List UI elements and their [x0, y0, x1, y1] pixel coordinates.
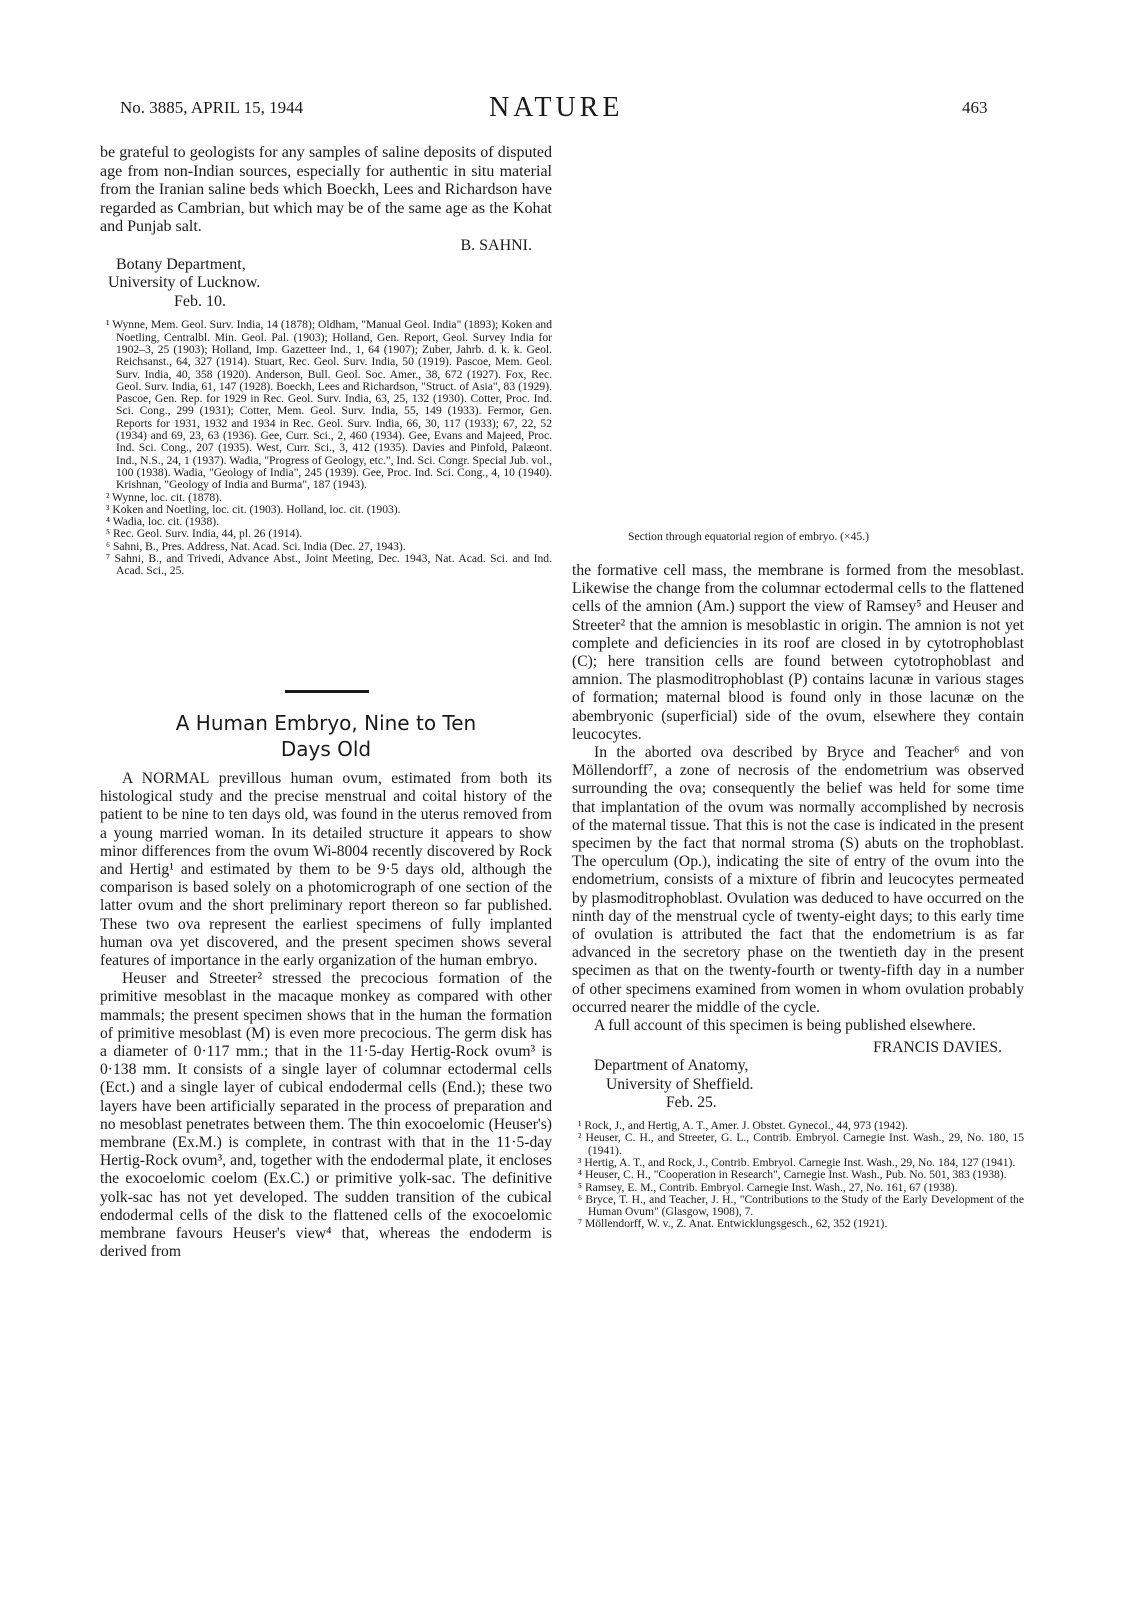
article-paragraph: previllous human ovum, estimated from both its histological study and the precise menstrual and coital history of the patient to be nine to ten days old, was found in the uterus removed from a young married woman. In its detailed structure it appears to show minor differences from the ovum Wi-8004 recently discovered by Rock and Hertig¹ and estimated by them to be 9·5 days old, although the comparison is based solely on a photomicrograph of one section of the latter ovum and the short preliminary report thereon so far published. These two ova represent the earliest specimens of fully implanted human ova yet discovered, and the present specimen shows several features of importance in the early organization of the human embryo.	[100, 770, 552, 970]
footnote: ⁶ Sahni, B., Pres. Address, Nat. Acad. Sci. India (Dec. 27, 1943).	[106, 539, 406, 553]
continuation-paragraph: be grateful to geologists for any samples of saline deposits of disputed age from non-Indian sources, especially for authentic in situ material from the Iranian saline beds which Boeckh, Lees and Richardson have regarded as Cambrian, but which may be of the same age as the Kohat and Punjab salt.	[100, 144, 552, 236]
author-signature: FRANCIS DAVIES.	[873, 1039, 1002, 1057]
lead-word: A NORMAL	[122, 770, 210, 787]
letter-date: Feb. 10.	[174, 292, 226, 310]
author-address-line1: Department of Anatomy,	[594, 1057, 749, 1075]
footnote: ⁶ Bryce, T. H., and Teacher, J. H., "Contributions to the Study of the Early Development of the Human Ovum" (Glasgow, 1908), 7.	[578, 1192, 1024, 1219]
issue-info: No. 3885, APRIL 15, 1944	[120, 98, 304, 117]
article-paragraph: A full account of this specimen is being published elsewhere.	[594, 1017, 976, 1035]
section-divider	[285, 690, 369, 693]
footnote: ¹ Rock, J., and Hertig, A. T., Amer. J. Obstet. Gynecol., 44, 973 (1942).	[578, 1119, 908, 1133]
footnote: ⁴ Wadia, loc. cit. (1938).	[106, 515, 220, 529]
article-title-line2: Days Old	[280, 737, 372, 761]
footnote: ³ Hertig, A. T., and Rock, J., Contrib. Embryol. Carnegie Inst. Wash., 29, No. 184, 127 (1941).	[578, 1155, 1016, 1169]
letter-date: Feb. 25.	[666, 1093, 717, 1111]
article-paragraph: the formative cell mass, the membrane is formed from the mesoblast. Likewise the change from the columnar ectodermal cells to the flattened cells of the amnion (Am.) support the view of Ramsey⁵ and Heuser and Streeter² that the amnion is mesoblastic in origin. The amnion is not yet complete and deficiencies in its roof are closed in by cytotrophoblast (C); here transition cells are found between cytotrophoblast and amnion. The plasmoditrophoblast (P) contains lacunæ in various stages of formation; maternal blood is found only in those lacunæ on the abembryonic (superficial) side of the ovum, elsewhere they contain leucocytes.	[572, 562, 1024, 743]
footnote: ⁵ Ramsey, E. M., Contrib. Embryol. Carnegie Inst. Wash., 27, No. 161, 67 (1938).	[578, 1180, 958, 1194]
footnote: ¹ Wynne, Mem. Geol. Surv. India, 14 (1878); Oldham, "Manual Geol. India" (1893); Koken and Noetling, Centralbl. Min. Geol. Pal. (1903); Holland, Gen. Report, Geol. Survey India for 1902–3, 25 (1903); Holland, Imp. Gazetteer Ind., 1, 64 (1907); Zuber, Jahrb. d. k. k. Geol. Reichsanst., 64, 327 (1914). Stuart, Rec. Geol. Surv. India, 50 (1919). Pascoe, Mem. Geol. Surv. India, 40, 358 (1920). Anderson, Bull. Geol. Soc. Amer., 38, 672 (1927). Fox, Rec. Geol. Surv. India, 61, 147 (1928). Boeckh, Lees and Richardson, "Struct. of Asia", 83 (1929). Pascoe, Gen. Rep. for 1929 in Rec. Geol. Surv. India, 63, 25, 132 (1930). Cotter, Proc. Ind. Sci. Cong., 299 (1931); Cotter, Mem. Geol. Surv. India, 55, 149 (1933). Fermor, Gen. Reports for 1931, 1932 and 1934 in Rec. Geol. Surv. India, 66, 30, 117 (1933); 67, 22, 52 (1934) and 69, 23, 63 (1936). Gee, Curr. Sci., 2, 460 (1934). Gee, Evans and Majeed, Proc. Ind. Sci. Cong., 207 (1935). West, Curr. Sci., 3, 412 (1935). Davies and Pinfold, Palæont. Ind., N.S., 24, 1 (1937). Wadia, "Progress of Geology, etc.", Ind. Sci. Congr. Special Jub. vol., 100 (1938). Wadia, "Geology of India", 245 (1939). Gee, Proc. Ind. Sci. Cong., 4, 10 (1940). Krishnan, "Geology of India and Burma", 187 (1943).	[106, 318, 552, 492]
footnote: ² Wynne, loc. cit. (1878).	[106, 490, 222, 504]
author-signature: B. SAHNI.	[460, 236, 532, 254]
figure-caption: Section through equatorial region of embryo. (×45.)	[628, 530, 869, 543]
journal-name: NATURE	[489, 92, 624, 123]
author-address-line2: University of Sheffield.	[606, 1075, 754, 1093]
article-title-line1: A Human Embryo, Nine to Ten	[175, 711, 477, 735]
page-number: 463	[962, 98, 988, 117]
footnotes-list	[100, 319, 552, 577]
footnote: ² Heuser, C. H., and Streeter, G. L., Contrib. Embryol. Carnegie Inst. Wash., 29, No. 180, 15 (1941).	[578, 1131, 1024, 1157]
article-paragraph: In the aborted ova described by Bryce and Teacher⁶ and von Möllendorff⁷, a zone of necrosis of the endometrium was observed surrounding the ova; consequently the belief was held for some time that implantation of the ovum was normally accomplished by necrosis of the maternal tissue. That this is not the case is indicated in the present specimen by the fact that normal stroma (S) abuts on the trophoblast. The operculum (Op.), indicating the site of entry of the ovum into the endometrium, consists of a mixture of fibrin and leucocytes permeated by plasmoditrophoblast. Ovulation was deduced to have occurred on the ninth day of the menstrual cycle of twenty-eight days; to this early time of ovulation is attributed the fact that the endometrium is as far advanced in the secretory phase on the twentieth day in the present specimen as that on the twenty-fourth or twenty-fifth day in a number of other specimens examined from women in whom ovulation probably occurred nearer the middle of the cycle.	[572, 744, 1024, 1016]
article-paragraph: Heuser and Streeter² stressed the precocious formation of the primitive mesoblast in the macaque monkey as compared with other mammals; the present specimen shows that in the human the formation of primitive mesoblast (M) is even more precocious. The germ disk has a diameter of 0·117 mm.; that in the 11·5-day Hertig-Rock ovum³ is 0·138 mm. It consists of a single layer of columnar ectodermal cells (Ect.) and a single layer of cubical endodermal cells (End.); these two layers have been artificially separated in the process of preparation and no mesoblast penetrates between them. The thin exocoelomic (Heuser's) membrane (Ex.M.) is complete, in contrast with that in the 11·5-day Hertig-Rock ovum³, and, together with the endodermal plate, it encloses the exocoelomic coelom (Ex.C.) or primitive yolk-sac. The definitive yolk-sac has not yet developed. The sudden transition of the cubical endodermal cells of the disk to the flattened cells of the exocoelomic membrane favours Heuser's view⁴ that, whereas the endoderm is derived from	[100, 970, 552, 1261]
footnotes-list	[572, 1120, 1024, 1231]
author-address-line2: University of Lucknow.	[108, 274, 261, 292]
footnote: ⁵ Rec. Geol. Surv. India, 44, pl. 26 (1914).	[106, 527, 303, 541]
footnote: ⁴ Heuser, C. H., "Cooperation in Research", Carnegie Inst. Wash., Pub. No. 501, 383 (1938).	[578, 1168, 1007, 1182]
article-body-right	[572, 562, 1024, 1231]
author-address-line1: Botany Department,	[116, 255, 246, 273]
left-column	[100, 144, 552, 578]
article-title	[100, 710, 552, 762]
footnote: ⁷ Sahni, B., and Trivedi, Advance Abst., Joint Meeting, Dec. 1943, Nat. Acad. Sci. and Ind. Acad. Sci., 25.	[106, 551, 552, 578]
footnote: ⁷ Möllendorff, W. v., Z. Anat. Entwicklungsgesch., 62, 352 (1921).	[578, 1217, 888, 1231]
footnote: ³ Koken and Noetling, loc. cit. (1903). Holland, loc. cit. (1903).	[106, 502, 401, 516]
article-body-left	[100, 770, 552, 1261]
